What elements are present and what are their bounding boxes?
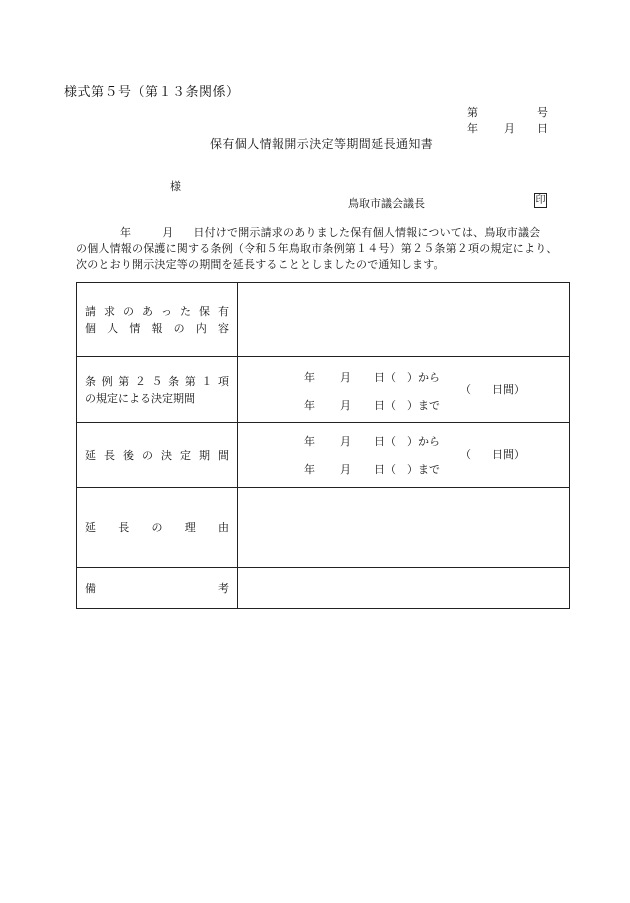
issuer-name: 鳥取市議会議長 [348,197,425,210]
table-row-remarks [77,568,570,609]
extended-period-label: 延 長 後 の 決 定 期 間 [77,423,238,488]
information-table [76,282,570,609]
original-period-label-line-1: 条 例 第 ２ ５ 条 第 １ 項 [85,374,229,388]
remarks-label: 備 考 [77,568,238,609]
table-row-original-period [77,357,570,423]
remarks-value[interactable] [238,568,570,609]
table-row-extended-period [77,423,570,488]
date-year-label: 年 [467,122,478,135]
original-period-value[interactable] [238,357,570,423]
requested-info-label-line-1: 請 求 の あ っ た 保 有 [85,304,229,318]
document-number-suffix: 号 [537,106,548,119]
original-period-label [77,357,238,423]
body-month-label: 月 [162,226,174,239]
body-line-1-text: 日付けで開示請求のありました保有個人情報については、鳥取市議会 [193,226,541,239]
body-year-label: 年 [120,226,132,239]
document-number-label: 第 [467,106,478,119]
document-title: 保有個人情報開示決定等期間延長通知書 [210,137,434,151]
seal-mark: 印 [535,195,546,206]
form-number: 様式第５号（第１３条関係） [64,85,240,100]
table-row-reason [77,488,570,568]
extended-period-from: 年 月 日（ ）から [304,435,440,448]
extended-period-to: 年 月 日（ ）まで [304,463,440,476]
reason-value[interactable] [238,488,570,568]
requested-info-label-line-2: 個 人 情 報 の 内 容 [85,321,229,335]
original-period-to: 年 月 日（ ）まで [304,399,440,412]
body-line-2: の個人情報の保護に関する条例（令和５年鳥取市条例第１４号）第２５条第２項の規定により、 [76,242,558,255]
requested-info-value[interactable] [238,283,570,357]
extended-period-days: 日間） [492,448,525,461]
original-period-from: 年 月 日（ ）から [304,371,440,384]
reason-label: 延 長 の 理 由 [77,488,238,568]
original-period-label-line-2: の規定による決定期間 [85,391,195,405]
requested-info-label [77,283,238,357]
date-month-label: 月 [504,122,515,135]
original-period-days: 日間） [492,383,525,396]
extended-period-value[interactable] [238,423,570,488]
addressee-suffix: 様 [170,180,181,193]
extended-period-days-open: （ [460,448,471,461]
date-day-label: 日 [537,122,548,135]
body-line-1 [78,224,540,240]
body-line-3: 次のとおり開示決定等の期間を延長することとしましたので通知します。 [76,258,445,271]
original-period-days-open: （ [460,383,471,396]
table-row-requested-info [77,283,570,357]
